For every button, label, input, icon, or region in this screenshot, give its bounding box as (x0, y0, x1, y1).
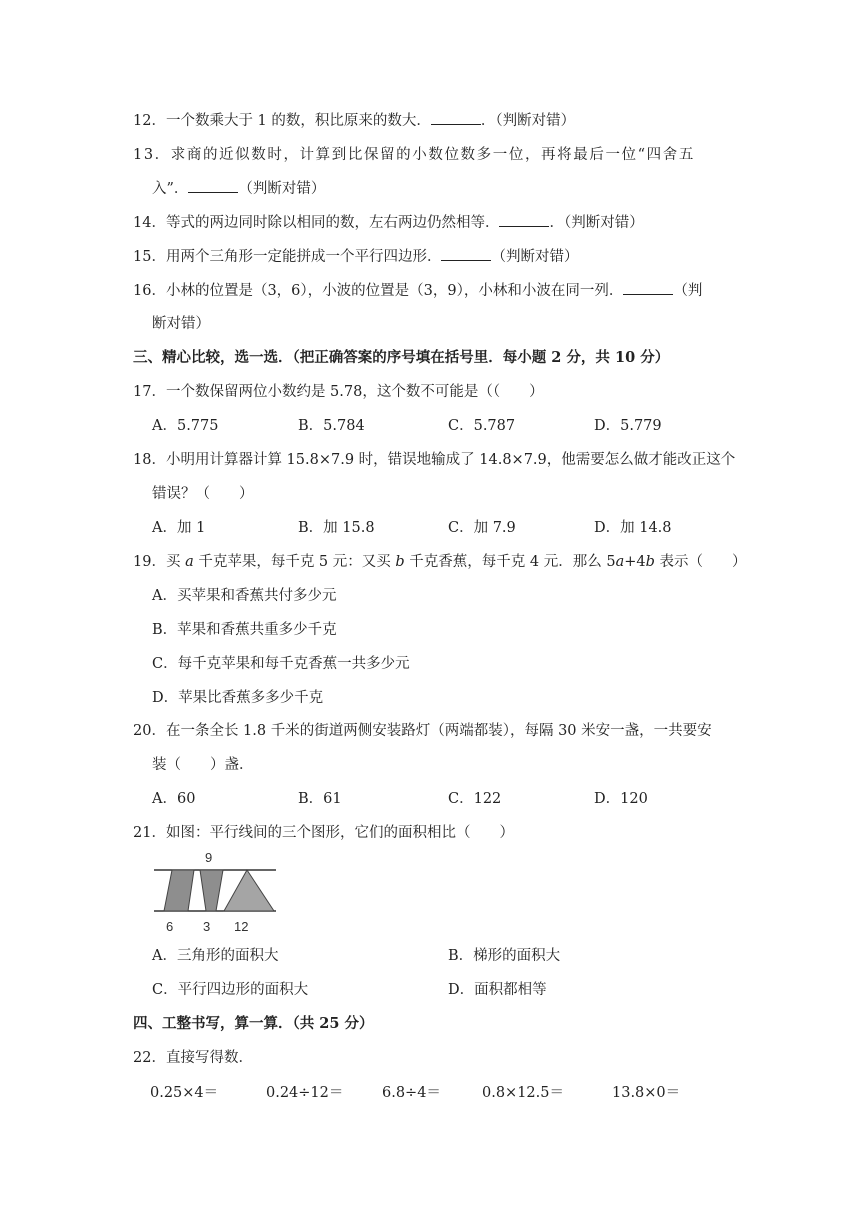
q19-option-a: A．买苹果和香蕉共付多少元 (152, 588, 337, 604)
q22-item-5: 13.8×0＝ (612, 1085, 681, 1101)
q19-part: 千克苹果，每千克 5 元：又买 (193, 554, 396, 570)
question-16 (133, 280, 702, 301)
q18-option-a: A．加 1 (152, 520, 206, 536)
q17-option-b: B．5.784 (298, 418, 365, 434)
q14-text: 14．等式的两边同时除以相同的数，左右两边仍然相等． (133, 215, 500, 231)
q19-option-b: B．苹果和香蕉共重多少千克 (152, 622, 337, 638)
trapezoid-shape (200, 870, 223, 911)
answer-blank (441, 246, 491, 261)
q17-option-a: A．5.775 (152, 418, 219, 434)
question-20-cont (152, 755, 254, 775)
q18-option-d: D．加 14.8 (594, 520, 672, 536)
q18-line1: 18．小明用计算器计算 15.8×7.9 时，错误地输成了 14.8×7.9，他需要怎么做才能改正这个 (133, 452, 736, 468)
question-13 (133, 145, 695, 165)
section-3-text: 三、精心比较，选一选．（把正确答案的序号填在括号里．每小题 2 分，共 10 分） (133, 349, 670, 366)
q20-line1: 20．在一条全长 1.8 千米的街道两侧安装路灯（两端都装），每隔 30 米安一盏，一共要安 (133, 723, 712, 739)
q19-part: +4 (624, 554, 646, 570)
section-4-text: 四、工整书写，算一算．（共 25 分） (133, 1015, 374, 1032)
q22-item-2: 0.24÷12＝ (266, 1085, 344, 1101)
parallel-lines-figure (150, 848, 280, 938)
q18-option-c: C．加 7.9 (448, 520, 516, 536)
q13-line2: 入”． (152, 181, 189, 197)
q14-suffix: ．（判断对错） (549, 215, 644, 231)
q17-stem: 17．一个数保留两位小数约是 5.78，这个数不可能是（（ ） (133, 384, 544, 400)
question-21 (133, 823, 514, 843)
q21-stem: 21．如图：平行线间的三个图形，它们的面积相比（ ） (133, 825, 514, 841)
q20-line2: 装（ ）盏． (152, 757, 254, 773)
q22-item-4: 0.8×12.5＝ (482, 1085, 564, 1101)
figure-bottom-label-1: 6 (166, 919, 174, 934)
q12-suffix: ．（判断对错） (480, 113, 576, 129)
question-13-cont (152, 178, 325, 199)
figure-top-label: 9 (205, 850, 213, 865)
question-22 (133, 1048, 253, 1068)
question-15 (133, 246, 578, 267)
q21-option-c: C．平行四边形的面积大 (152, 982, 309, 998)
q21-option-d: D．面积都相等 (448, 982, 547, 998)
variable-a: a (615, 554, 625, 570)
answer-blank (499, 212, 549, 227)
answer-blank (431, 110, 481, 125)
question-12 (133, 110, 575, 131)
q16-line2: 断对错） (152, 316, 210, 332)
q15-suffix: （判断对错） (491, 249, 579, 265)
q21-option-b: B．梯形的面积大 (448, 948, 561, 964)
q19-part: 千克香蕉，每千克 4 元．那么 5 (404, 554, 616, 570)
q19-option-d: D．苹果比香蕉多多少千克 (152, 690, 324, 706)
q16-suffix: （判 (673, 283, 703, 299)
q20-option-d: D．120 (594, 791, 648, 807)
triangle-shape (224, 870, 274, 911)
question-19 (133, 552, 747, 572)
q17-option-d: D．5.779 (594, 418, 662, 434)
variable-a: a (185, 554, 194, 570)
q22-stem: 22．直接写得数． (133, 1050, 253, 1066)
q22-item-1: 0.25×4＝ (150, 1085, 219, 1101)
parallelogram-shape (164, 870, 194, 911)
q19-part: 19．买 (133, 554, 186, 570)
figure-bottom-label-2: 3 (203, 919, 211, 934)
question-16-cont (152, 314, 210, 334)
answer-blank (623, 280, 673, 295)
question-18-cont (152, 484, 254, 504)
q13-suffix: （判断对错） (238, 181, 326, 197)
q19-option-c: C．每千克苹果和每千克香蕉一共多少元 (152, 656, 410, 672)
q19-part: 表示（ ） (654, 554, 747, 570)
q22-item-3: 6.8÷4＝ (382, 1085, 441, 1101)
q18-line2: 错误？（ ） (152, 486, 254, 502)
question-14 (133, 212, 644, 233)
q16-text: 16．小林的位置是（3，6），小波的位置是（3，9），小林和小波在同一列． (133, 283, 624, 299)
variable-b: b (395, 554, 405, 570)
section-4-heading (133, 1014, 374, 1034)
q20-option-c: C．122 (448, 791, 502, 807)
q20-option-b: B．61 (298, 791, 342, 807)
q12-text: 12．一个数乘大于 1 的数，积比原来的数大． (133, 113, 431, 129)
answer-blank (188, 178, 238, 193)
section-3-heading (133, 348, 669, 368)
question-18 (133, 450, 735, 470)
figure-bottom-label-3: 12 (234, 919, 249, 934)
q20-option-a: A．60 (152, 791, 196, 807)
q13-line1: 13．求商的近似数时，计算到比保留的小数位数多一位，再将最后一位“四舍五 (133, 147, 695, 163)
q18-option-b: B．加 15.8 (298, 520, 375, 536)
q17-option-c: C．5.787 (448, 418, 516, 434)
question-20 (133, 721, 712, 741)
variable-b: b (645, 554, 655, 570)
q21-option-a: A．三角形的面积大 (152, 948, 279, 964)
question-17 (133, 382, 544, 402)
q15-text: 15．用两个三角形一定能拼成一个平行四边形． (133, 249, 442, 265)
